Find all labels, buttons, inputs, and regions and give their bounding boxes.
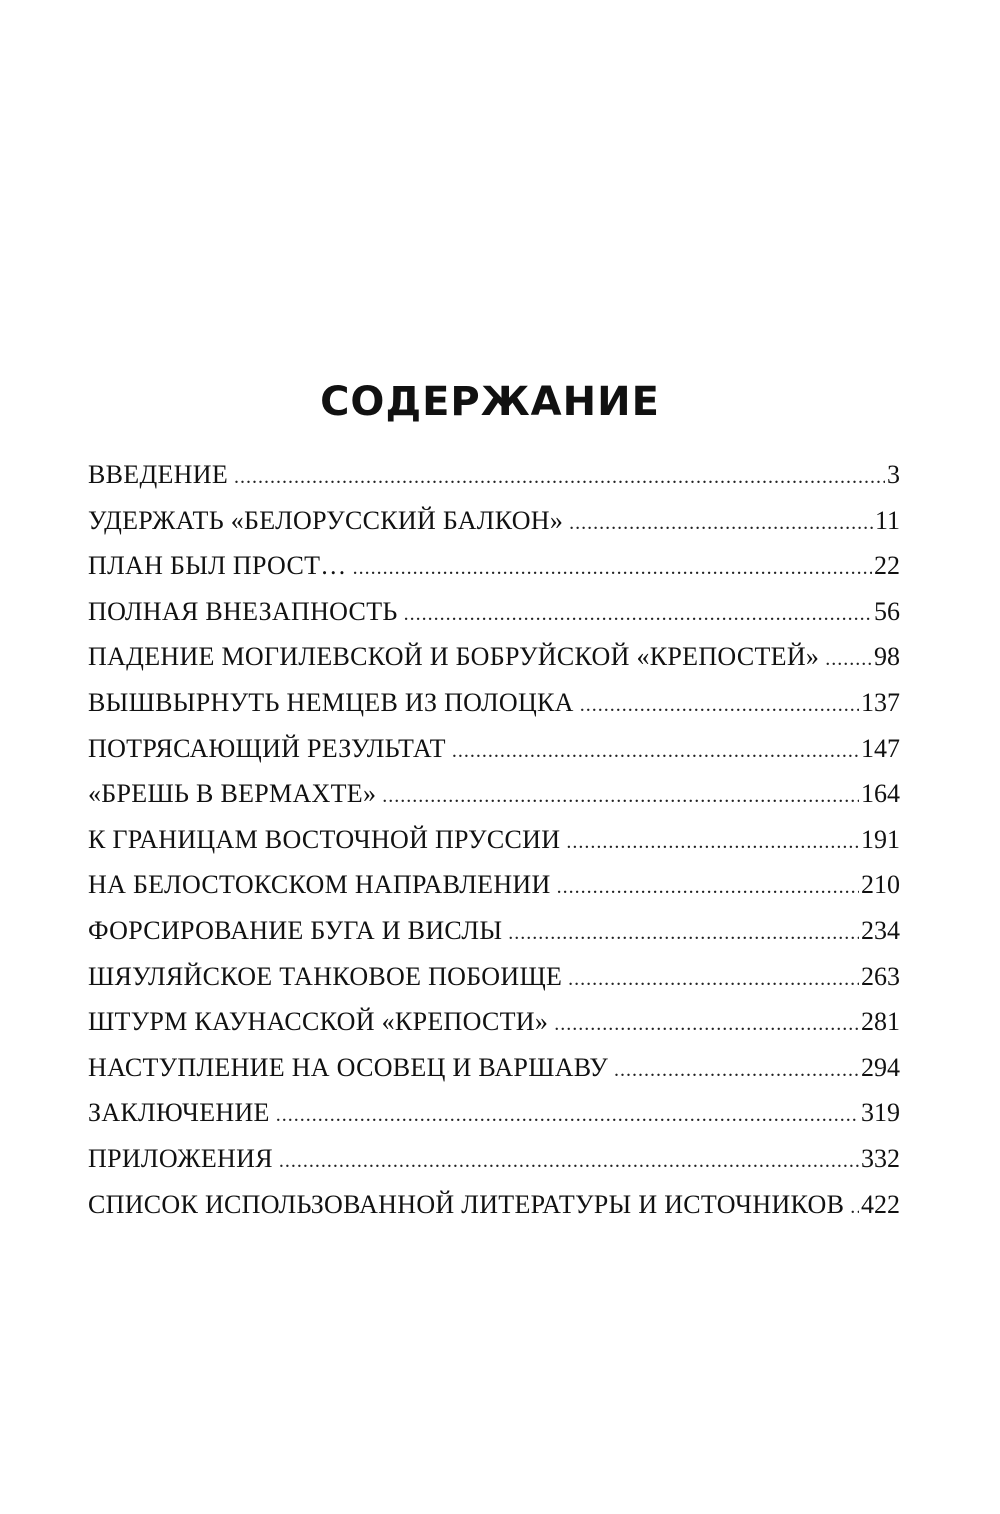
toc-entry	[88, 1045, 900, 1091]
toc-dot-leader	[850, 1185, 859, 1231]
toc-entry-page-number: 319	[861, 1098, 900, 1128]
toc-entry	[88, 1090, 900, 1136]
toc-entry	[88, 954, 900, 1000]
toc-entry-page-number: 422	[861, 1189, 900, 1219]
toc-entry	[88, 908, 900, 954]
toc-entry-label: УДЕРЖАТЬ «БЕЛОРУССКИЙ БАЛКОН»	[88, 505, 564, 535]
toc-dot-leader	[279, 1139, 859, 1185]
toc-entry-label: ПЛАН БЫЛ ПРОСТ…	[88, 551, 347, 581]
toc-entry	[88, 634, 900, 680]
toc-dot-leader	[569, 501, 873, 547]
toc-entry	[88, 726, 900, 772]
toc-entry-page-number: 210	[861, 870, 900, 900]
toc-entry	[88, 498, 900, 544]
toc-entry-page-number: 164	[861, 779, 900, 809]
toc-entry-page-number: 56	[874, 596, 900, 626]
toc-entry-label: ПОЛНАЯ ВНЕЗАПНОСТЬ	[88, 596, 398, 626]
toc-entry	[88, 1182, 900, 1228]
toc-dot-leader	[452, 729, 859, 775]
toc-dot-leader	[353, 546, 872, 592]
toc-entry-page-number: 137	[861, 687, 900, 717]
toc-entry-label: ПРИЛОЖЕНИЯ	[88, 1143, 273, 1173]
toc-entry-page-number: 263	[861, 961, 900, 991]
toc-dot-leader	[276, 1093, 859, 1139]
toc-dot-leader	[554, 1002, 859, 1048]
toc-entry-page-number: 191	[861, 824, 900, 854]
toc-entry-label: ПОТРЯСАЮЩИЙ РЕЗУЛЬТАТ	[88, 733, 446, 763]
toc-entry-label: НАСТУПЛЕНИЕ НА ОСОВЕЦ И ВАРШАВУ	[88, 1052, 609, 1082]
toc-entry-label: ЗАКЛЮЧЕНИЕ	[88, 1098, 270, 1128]
toc-entry	[88, 543, 900, 589]
toc-entry-label: ШТУРМ КАУНАССКОЙ «КРЕПОСТИ»	[88, 1007, 549, 1037]
toc-entry-label: ФОРСИРОВАНИЕ БУГА И ВИСЛЫ	[88, 915, 503, 945]
toc-entry-page-number: 332	[861, 1143, 900, 1173]
toc-dot-leader	[566, 820, 859, 866]
toc-entry-label: К ГРАНИЦАМ ВОСТОЧНОЙ ПРУССИИ	[88, 824, 561, 854]
toc-dot-leader	[382, 774, 859, 820]
toc-entry	[88, 999, 900, 1045]
toc-dot-leader	[580, 683, 859, 729]
toc-dot-leader	[825, 637, 872, 683]
page-title: СОДЕРЖАНИЕ	[320, 378, 660, 425]
toc-dot-leader	[508, 911, 859, 957]
toc-dot-leader	[568, 957, 859, 1003]
toc-entry	[88, 817, 900, 863]
toc-entry-label: «БРЕШЬ В ВЕРМАХТЕ»	[88, 779, 377, 809]
toc-entry-page-number: 281	[861, 1007, 900, 1037]
toc-entry-label: ВВЕДЕНИЕ	[88, 460, 229, 489]
toc-entry	[88, 1136, 900, 1182]
toc-entry-label: ПАДЕНИЕ МОГИЛЕВСКОЙ И БОБРУЙСКОЙ «КРЕПОСТЕЙ»	[88, 642, 820, 672]
toc-entry-label: СПИСОК ИСПОЛЬЗОВАННОЙ ЛИТЕРАТУРЫ И ИСТОЧНИКОВ	[88, 1189, 845, 1219]
toc-dot-leader	[234, 455, 885, 501]
toc-entry-label: ВЫШВЫРНУТЬ НЕМЦЕВ ИЗ ПОЛОЦКА	[88, 687, 574, 717]
toc-dot-leader	[557, 865, 859, 911]
toc-dot-leader	[404, 592, 872, 638]
toc-entry	[88, 680, 900, 726]
toc-entry-page-number: 234	[861, 915, 900, 945]
toc-entry	[88, 862, 900, 908]
toc-entry	[88, 452, 900, 498]
toc-entry-page-number: 3	[887, 460, 900, 489]
toc-entry-page-number: 22	[874, 551, 900, 581]
toc-entry	[88, 589, 900, 635]
toc-dot-leader	[614, 1048, 859, 1094]
toc-entry-page-number: 98	[874, 642, 900, 672]
toc-entry-label: ШЯУЛЯЙСКОЕ ТАНКОВОЕ ПОБОИЩЕ	[88, 961, 563, 991]
toc-entry-page-number: 147	[861, 733, 900, 763]
table-of-contents	[88, 452, 900, 1227]
toc-entry-page-number: 11	[874, 505, 900, 535]
toc-entry-page-number: 294	[861, 1052, 900, 1082]
toc-entry	[88, 771, 900, 817]
toc-entry-label: НА БЕЛОСТОКСКОМ НАПРАВЛЕНИИ	[88, 870, 551, 900]
